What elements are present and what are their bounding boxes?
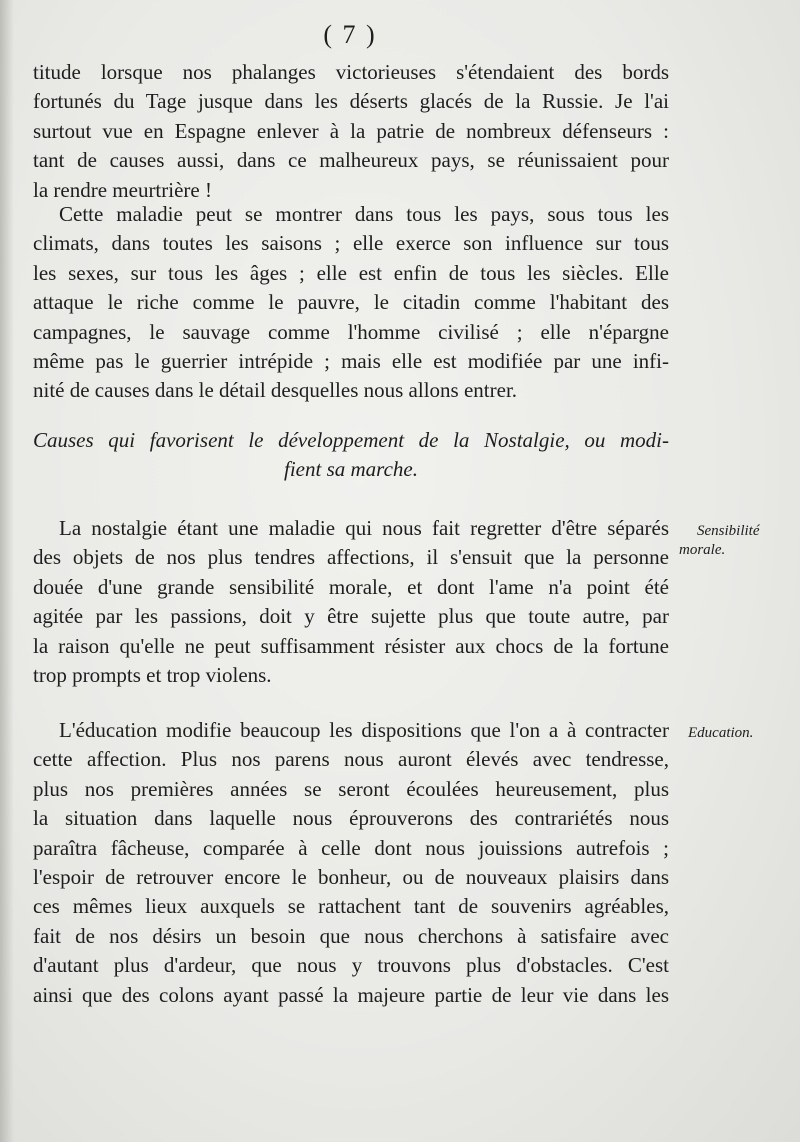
margin-note-education: Education. xyxy=(688,725,754,741)
text-line: Cette maladie peut se montrer dans tous les pays, sous tous les xyxy=(59,202,669,226)
heading-line: Causes qui favorisent le développement de la Nostalgie, ou modi- xyxy=(33,428,669,452)
text-line: attaque le riche comme le pauvre, le citadin comme l'habitant des xyxy=(33,290,669,315)
text-line: la situation dans laquelle nous éprouverons des contrariétés nous xyxy=(33,806,669,831)
text-line: trop prompts et trop violens. xyxy=(33,663,272,688)
page-number: ( 7 ) xyxy=(323,20,377,49)
paragraph-sensibilite xyxy=(33,514,669,690)
text-line: fortunés du Tage jusque dans les déserts glacés de la Russie. Je l'ai xyxy=(33,89,669,114)
text-line: plus nos premières années se seront écoulées heureusement, plus xyxy=(33,776,669,801)
section-heading xyxy=(33,426,669,485)
page-edge-shadow xyxy=(0,0,14,1142)
margin-note-line: Sensibilité xyxy=(697,523,760,539)
heading-line: fient sa marche. xyxy=(284,457,418,482)
text-line: fait de nos désirs un besoin que nous cherchons à satisfaire avec xyxy=(33,923,669,948)
paragraph-education xyxy=(33,716,669,1010)
text-line: campagnes, le sauvage comme l'homme civilisé ; elle n'épargne xyxy=(33,319,669,344)
text-line: La nostalgie étant une maladie qui nous fait regretter d'être séparés xyxy=(59,516,669,540)
text-line: tant de causes aussi, dans ce malheureux pays, se réunissaient pour xyxy=(33,148,669,173)
text-line: titude lorsque nos phalanges victorieuses s'étendaient des bords xyxy=(33,60,669,84)
text-line: les sexes, sur tous les âges ; elle est enfin de tous les siècles. Elle xyxy=(33,260,669,285)
text-line: cette affection. Plus nos parens nous auront élevés avec tendresse, xyxy=(33,747,669,772)
text-line: ces mêmes lieux auxquels se rattachent tant de souvenirs agréables, xyxy=(33,894,669,919)
text-line: nité de causes dans le détail desquelles nous allons entrer. xyxy=(33,378,518,403)
text-line: ainsi que des colons ayant passé la majeure partie de leur vie dans les xyxy=(33,982,669,1007)
margin-note-sensibilite xyxy=(679,522,760,560)
text-line: la rendre meurtrière ! xyxy=(33,177,212,202)
text-line: agitée par les passions, doit y être sujette plus que toute autre, par xyxy=(33,604,669,629)
text-line: climats, dans toutes les saisons ; elle exerce son influence sur tous xyxy=(33,231,669,256)
text-line: surtout vue en Espagne enlever à la patrie de nombreux défenseurs : xyxy=(33,118,669,143)
text-line: l'espoir de retrouver encore le bonheur, ou de nouveaux plaisirs dans xyxy=(33,865,669,890)
text-line: paraîtra fâcheuse, comparée à celle dont nous jouissions autrefois ; xyxy=(33,835,669,860)
text-line: même pas le guerrier intrépide ; mais elle est modifiée par une infi- xyxy=(33,349,669,374)
paragraph-maladie xyxy=(33,200,669,406)
text-line: L'éducation modifie beaucoup les dispositions que l'on a à contracter xyxy=(59,718,669,742)
paragraph-continuation xyxy=(33,58,669,205)
text-line: des objets de nos plus tendres affections, il s'ensuit que la personne xyxy=(33,545,669,570)
text-line: la raison qu'elle ne peut suffisamment résister aux chocs de la fortune xyxy=(33,633,669,658)
margin-note-line: morale. xyxy=(679,542,726,558)
text-line: d'autant plus d'ardeur, que nous y trouvons plus d'obstacles. C'est xyxy=(33,953,669,978)
text-line: douée d'une grande sensibilité morale, et dont l'ame n'a point été xyxy=(33,574,669,599)
